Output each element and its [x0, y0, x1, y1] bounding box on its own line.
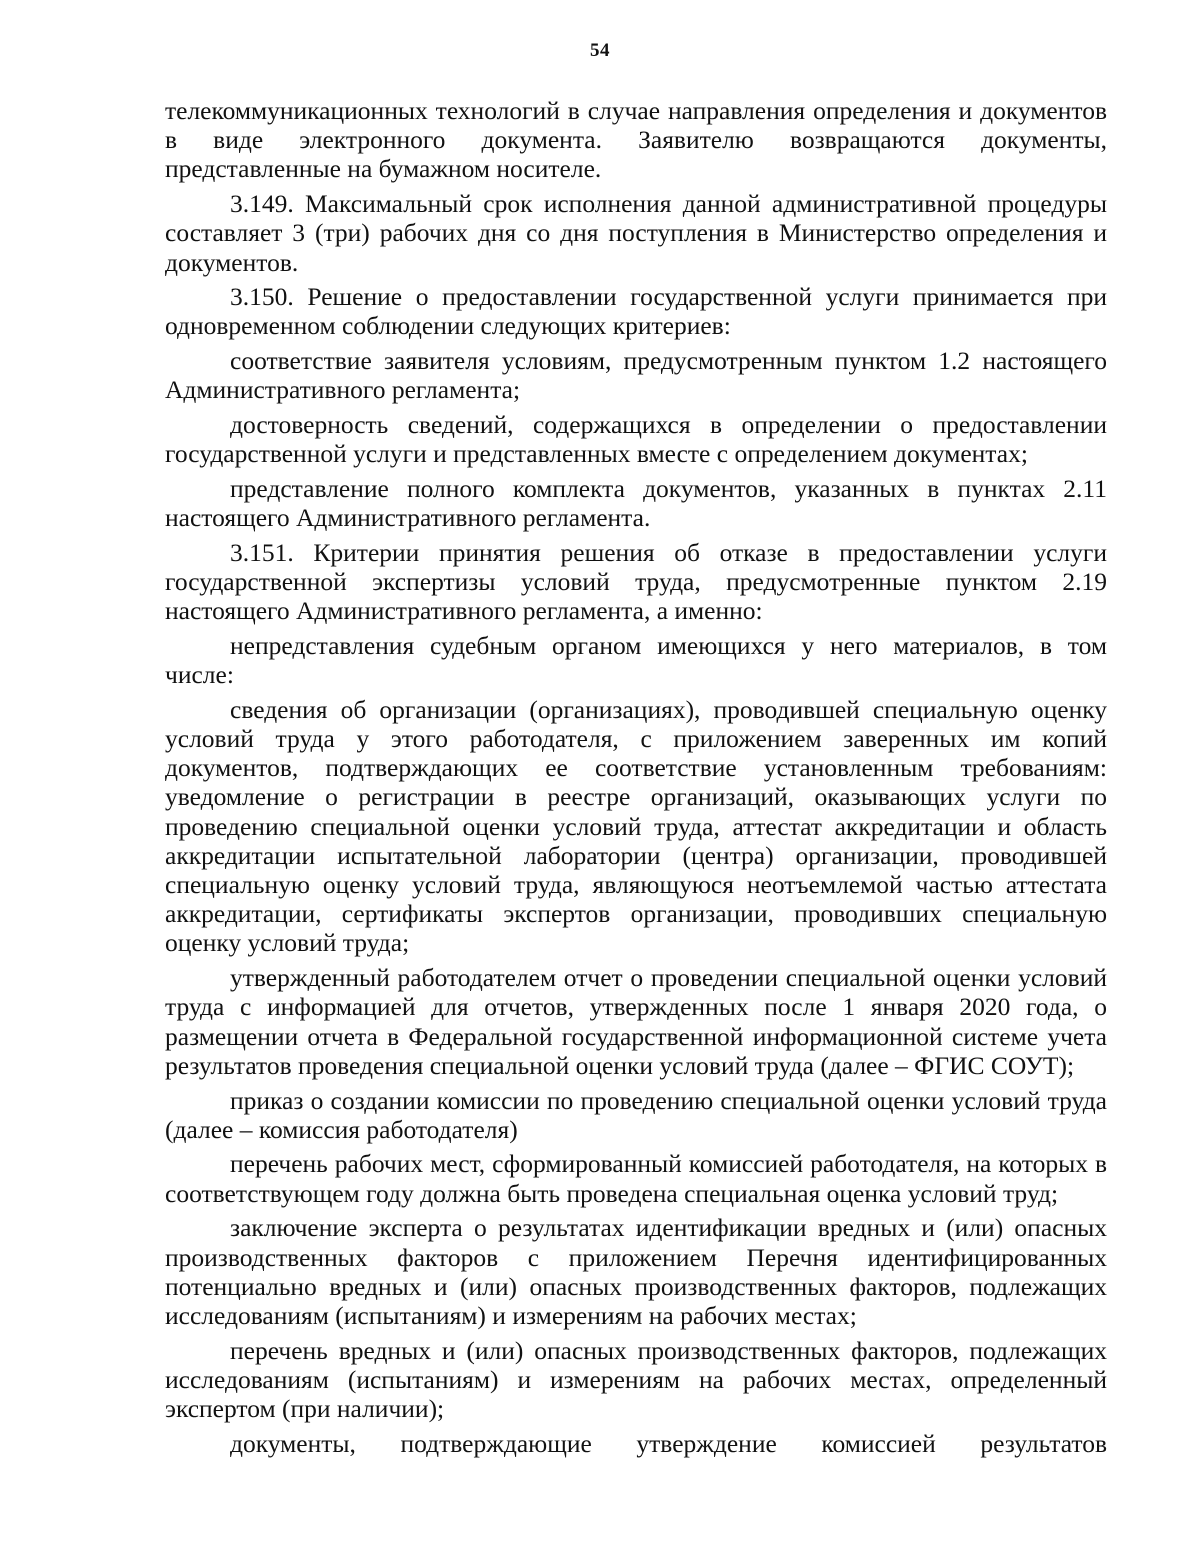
paragraph-3-151: 3.151. Критерии принятия решения об отказе в предоставлении услуги государственной экспертизы условий труда, предусмотренные пунктом 2.19 настоящего Административного регламента, а именно:	[165, 537, 1107, 626]
criterion-complete-documents: представление полного комплекта документов, указанных в пунктах 2.11 настоящего Административного регламента.	[165, 473, 1107, 533]
list-item-organization-info: сведения об организации (организациях), проводившей специальную оценку условий труда у этого работодателя, с приложением заверенных им копий документов, подтверждающих ее соответствие установленным требованиям: уведомление о регистрации в реестре организаций, оказывающих услуги по проведению специальной оценки условий труда, аттестат аккредитации и область аккредитации испытательной лаборатории (центра) организации, проводившей специальную оценку условий труда, являющуюся неотъемлемой частью аттестата аккредитации, сертификаты экспертов организации, проводивших специальную оценку условий труда;	[165, 694, 1107, 958]
refusal-criterion-materials: непредставления судебным органом имеющихся у него материалов, в том числе:	[165, 630, 1107, 690]
page-number: 54	[590, 40, 610, 61]
list-item-report: утвержденный работодателем отчет о проведении специальной оценки условий труда с информацией для отчетов, утвержденных после 1 января 2020 года, о размещении отчета в Федеральной государственной информационной системе учета результатов проведения специальной оценки условий труда (далее – ФГИС СОУТ);	[165, 963, 1107, 1080]
list-item-commission-order: приказ о создании комиссии по проведению специальной оценки условий труда (далее – комиссия работодателя)	[165, 1085, 1107, 1144]
criterion-applicant-compliance: соответствие заявителя условиям, предусмотренным пунктом 1.2 настоящего Административного регламента;	[165, 346, 1107, 405]
list-item-harmful-factors-list: перечень вредных и (или) опасных производственных факторов, подлежащих исследованиям (испытаниям) и измерениям на рабочих местах, определенный экспертом (при наличии);	[165, 1335, 1107, 1424]
list-item-approval-documents: документы, подтверждающие утверждение комиссией результатов	[230, 1428, 1107, 1458]
paragraph-continuation: телекоммуникационных технологий в случае направления определения и документов в виде электронного документа. Заявителю возвращаются документы, представленные на бумажном носителе.	[165, 96, 1107, 184]
list-item-workplaces-list: перечень рабочих мест, сформированный комиссией работодателя, на которых в соответствующем году должна быть проведена специальная оценка условий труд;	[165, 1149, 1107, 1208]
paragraph-3-149: 3.149. Максимальный срок исполнения данной административной процедуры составляет 3 (три) рабочих дня со дня поступления в Министерство определения и документов.	[165, 189, 1107, 277]
criterion-data-reliability: достоверность сведений, содержащихся в определении о предоставлении государственной услуги и представленных вместе с определением документах;	[165, 410, 1107, 469]
list-item-expert-conclusion: заключение эксперта о результатах идентификации вредных и (или) опасных производственных факторов с приложением Перечня идентифицированных потенциально вредных и (или) опасных производственных факторов, подлежащих исследованиям (испытаниям) и измерениям на рабочих местах;	[165, 1213, 1107, 1330]
paragraph-3-150: 3.150. Решение о предоставлении государственной услуги принимается при одновременном соблюдении следующих критериев:	[165, 282, 1107, 341]
document-body	[165, 96, 1107, 1463]
